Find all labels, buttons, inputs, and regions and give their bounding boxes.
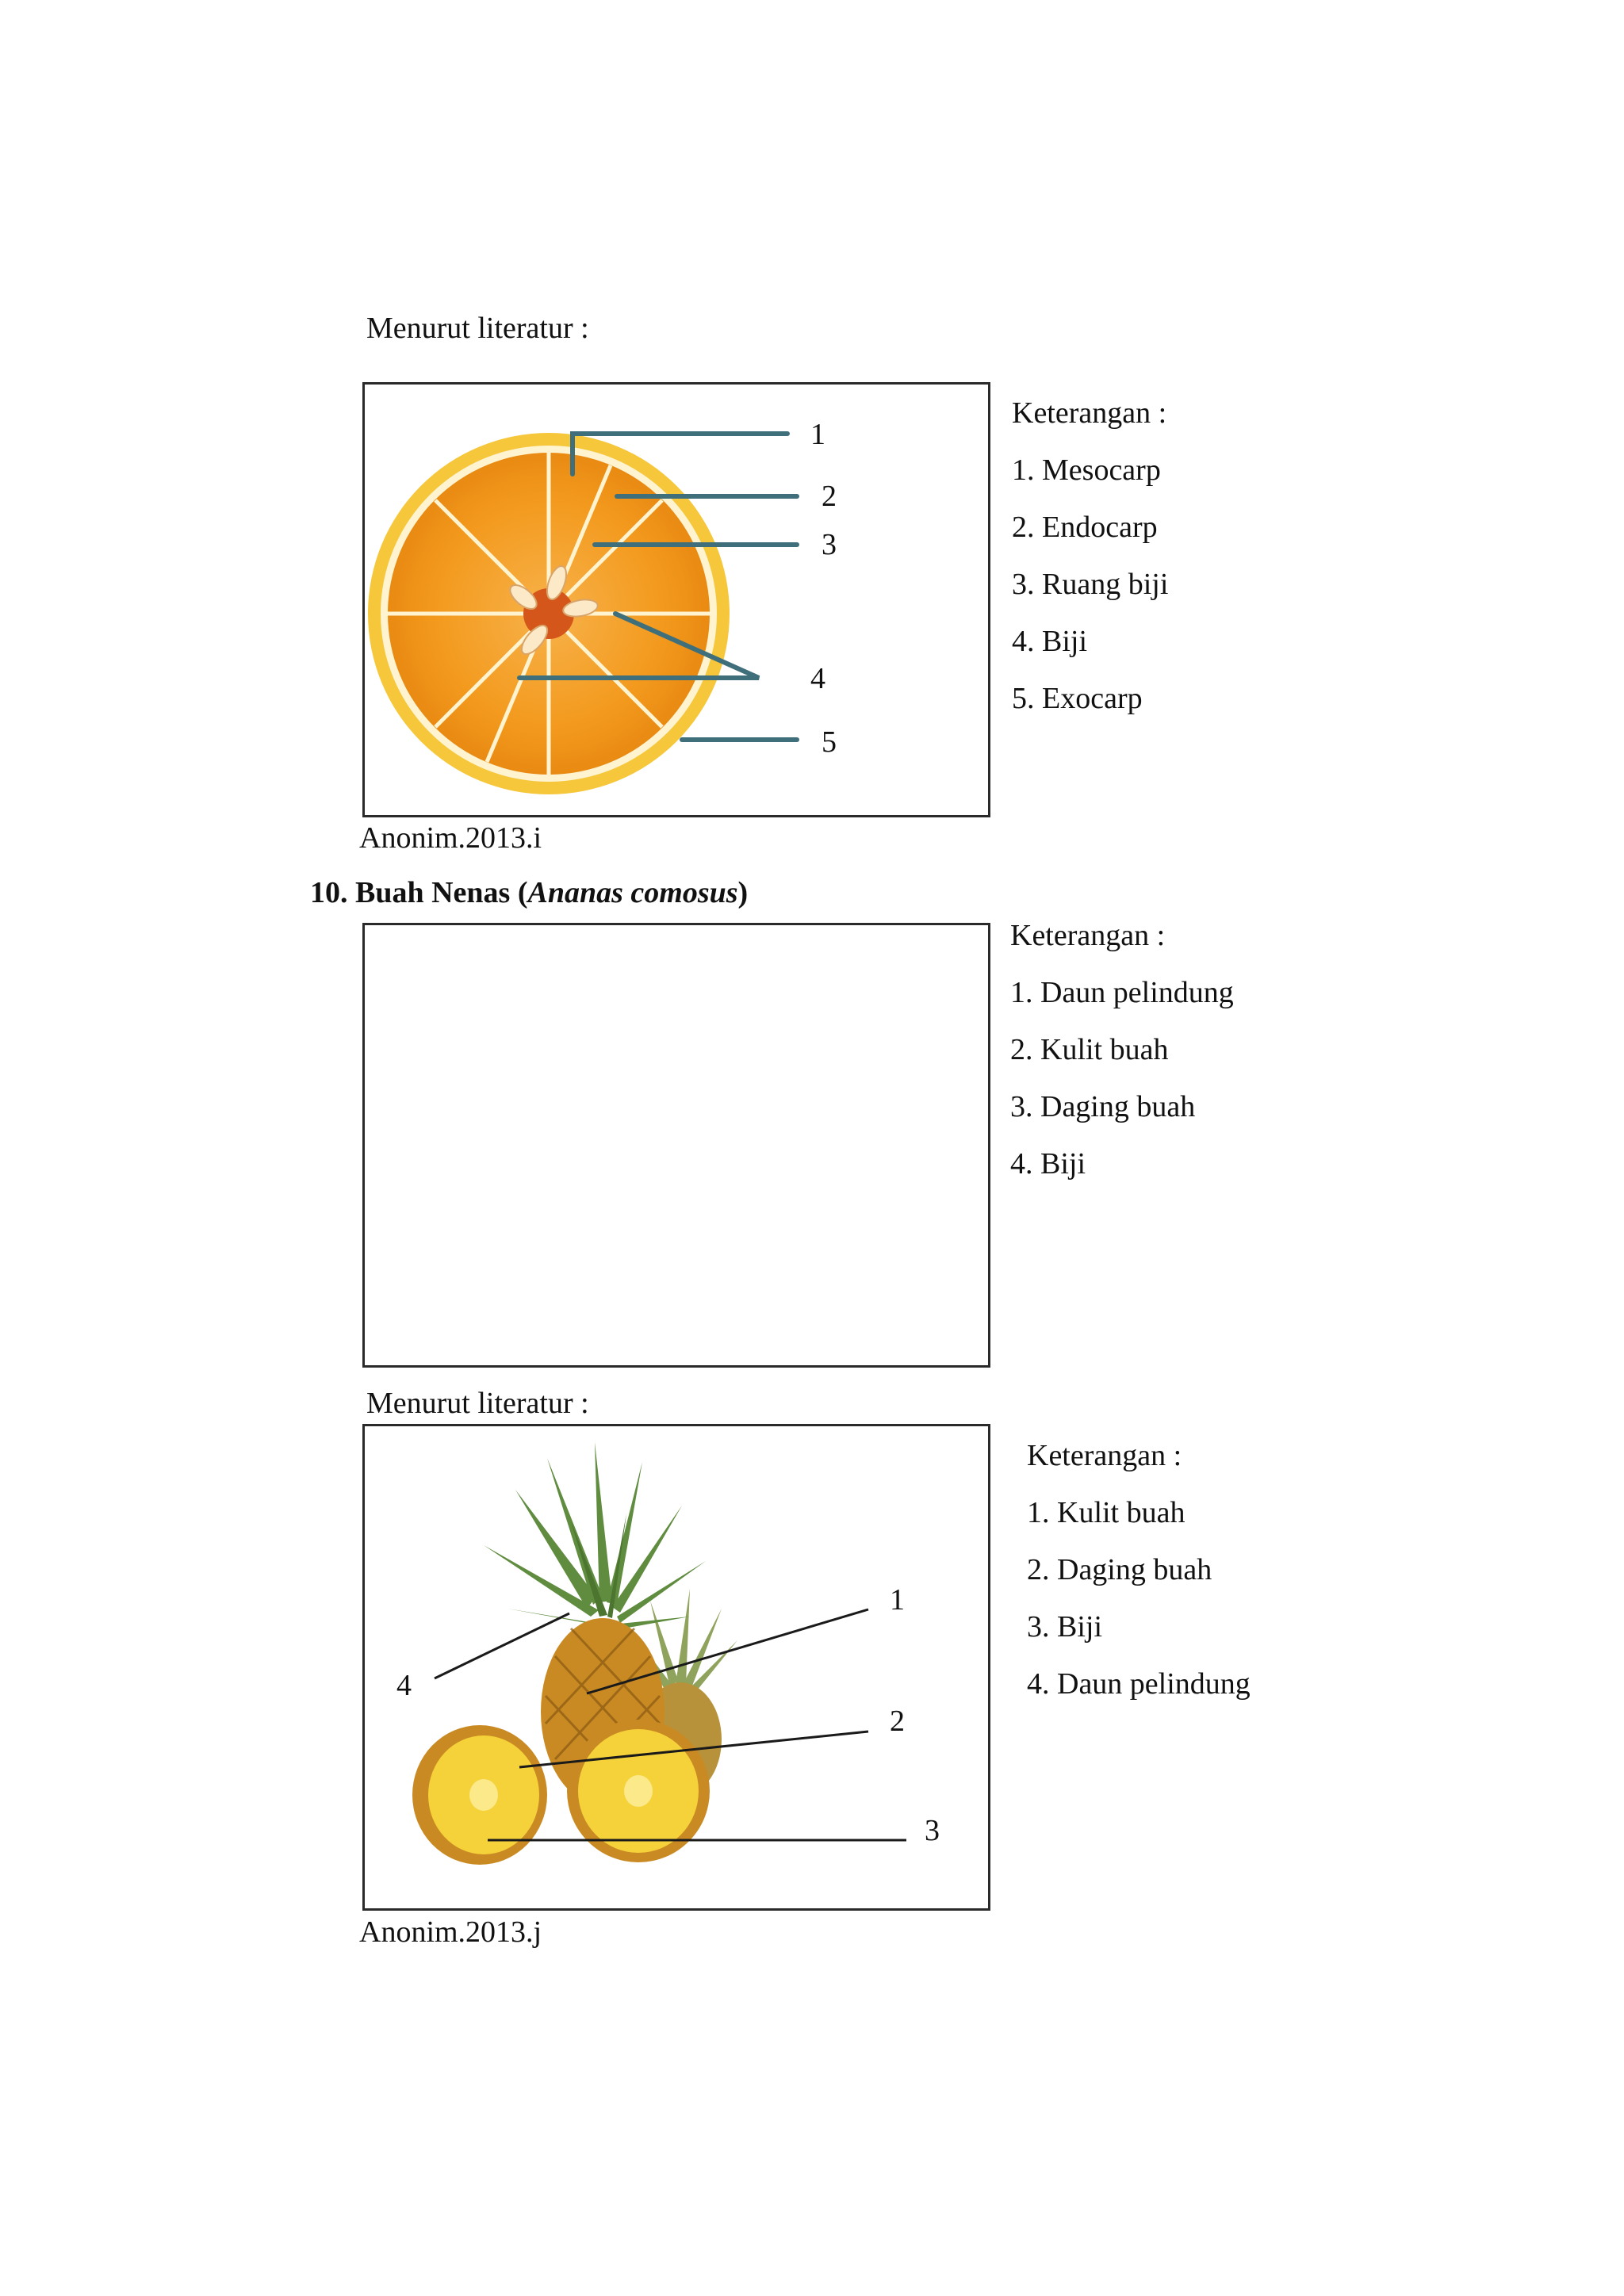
pineapple-diagram-frame	[362, 1424, 990, 1911]
observation-legend-title: Keterangan :	[1010, 919, 1166, 952]
pineapple-crown	[484, 1442, 706, 1631]
orange-legend-title: Keterangan :	[1012, 396, 1167, 430]
observation-legend-item: 4. Biji	[1010, 1147, 1086, 1181]
heading-number: 10. Buah Nenas (	[310, 876, 528, 909]
orange-legend-item: 2. Endocarp	[1012, 511, 1158, 544]
observation-legend	[1010, 920, 1234, 1179]
heading-close: )	[737, 876, 749, 909]
pineapple-caption: Anonim.2013.j	[359, 1915, 542, 1949]
orange-legend-item: 4. Biji	[1012, 625, 1088, 658]
orange-legend-item: 3. Ruang biji	[1012, 568, 1169, 601]
literature-intro: Menurut literatur :	[366, 312, 589, 345]
pineapple-label-1: 1	[890, 1583, 905, 1617]
observation-legend-item: 1. Daun pelindung	[1010, 976, 1234, 1009]
pineapple-legend-item: 4. Daun pelindung	[1027, 1667, 1251, 1701]
observation-drawing-frame	[362, 923, 990, 1368]
orange-label-2: 2	[822, 480, 837, 513]
pineapple-legend	[1027, 1441, 1251, 1699]
orange-label-1: 1	[810, 418, 825, 451]
heading-scientific-name: Ananas comosus	[527, 876, 738, 909]
literature-intro-pineapple: Menurut literatur :	[366, 1387, 589, 1420]
pineapple-label-4: 4	[396, 1669, 412, 1702]
pineapple-illustration	[365, 1426, 988, 1908]
orange-label-4: 4	[810, 662, 825, 695]
orange-legend-item: 5. Exocarp	[1012, 682, 1143, 715]
orange-cross-section-illustration	[365, 385, 988, 815]
pineapple-legend-item: 3. Biji	[1027, 1610, 1103, 1644]
orange-label-3: 3	[822, 528, 837, 561]
pineapple-legend-item: 1. Kulit buah	[1027, 1496, 1185, 1529]
orange-legend-item: 1. Mesocarp	[1012, 453, 1161, 487]
orange-label-5: 5	[822, 725, 837, 759]
pineapple-legend-title: Keterangan :	[1027, 1439, 1182, 1472]
observation-legend-item: 3. Daging buah	[1010, 1090, 1196, 1123]
pineapple-label-3: 3	[925, 1814, 940, 1847]
pineapple-half-left	[412, 1725, 547, 1865]
pineapple-legend-item: 2. Daging buah	[1027, 1553, 1212, 1586]
pineapple-label-2: 2	[890, 1705, 905, 1738]
section-heading	[310, 878, 748, 908]
orange-diagram-frame	[362, 382, 990, 817]
observation-legend-item: 2. Kulit buah	[1010, 1033, 1169, 1066]
orange-caption: Anonim.2013.i	[359, 821, 542, 855]
orange-legend	[1012, 398, 1168, 714]
